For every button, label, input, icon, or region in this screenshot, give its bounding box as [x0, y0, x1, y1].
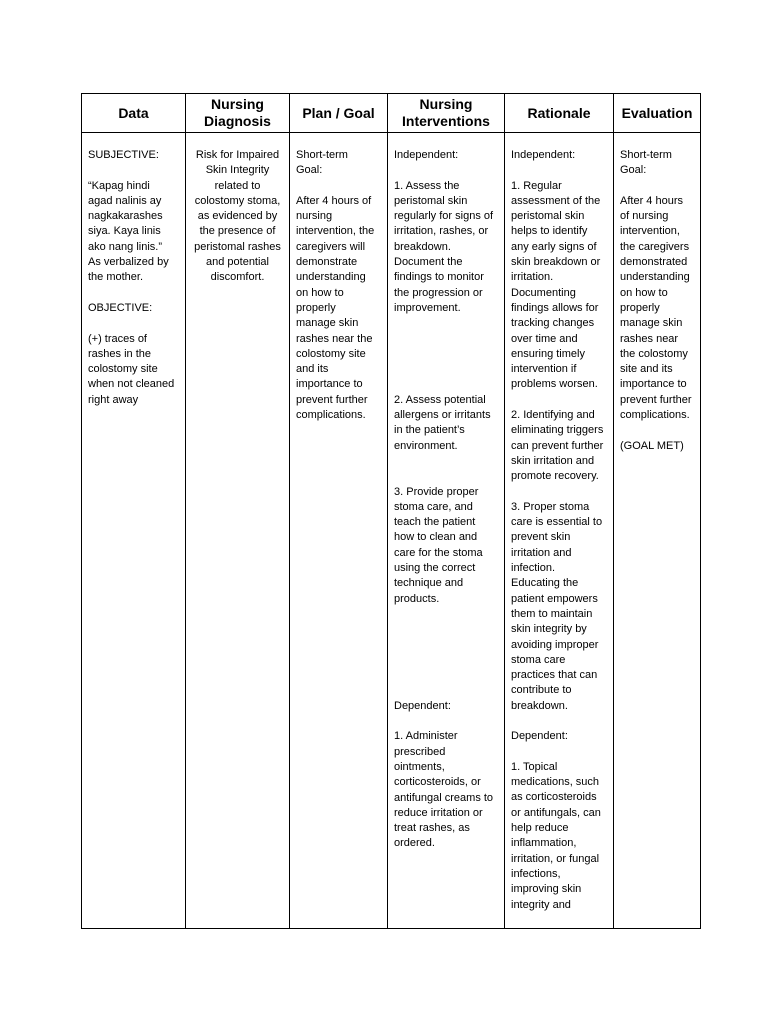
cell-nursing-diagnosis: [186, 133, 290, 929]
subjective-label: SUBJECTIVE:: [88, 149, 159, 161]
intervention-3: 3. Provide proper stoma care, and teach the patient how to clean and care for the stoma using the correct technique and products.: [394, 485, 483, 605]
cell-nursing-interventions: [388, 133, 505, 929]
evaluation-label: Short-term Goal:: [620, 149, 672, 177]
objective-label: OBJECTIVE:: [88, 301, 153, 314]
objective-text: (+) traces of rashes in the colostomy site when not cleaned right away: [88, 332, 175, 406]
rationale-2: 2. Identifying and eliminating triggers can prevent further skin irritation and promote recovery.: [511, 409, 604, 483]
table-row: [82, 133, 701, 929]
evaluation-text: After 4 hours of nursing intervention, the caregivers demonstrated understanding on how to properly manage skin rashes near the colostomy site and its importance to prevent further complications.: [620, 194, 692, 422]
rationale-3: 3. Proper stoma care is essential to prevent skin irritation and infection. Educating the patient empowers them to maintain skin integrity by avoiding improper stoma care practices that can contribute to breakdown.: [511, 500, 603, 712]
plan-text: After 4 hours of nursing intervention, the caregivers will demonstrate understanding on how to properly manage skin rashes near the colostomy site and its importance to prevent further complications.: [296, 194, 375, 422]
cell-plan-goal: [290, 133, 388, 929]
interventions-dependent-label: Dependent:: [394, 699, 451, 712]
header-plan-goal: Plan / Goal: [290, 94, 388, 133]
intervention-2: 2. Assess potential allergens or irritants in the patient’s environment.: [394, 393, 491, 452]
rationale-dependent-1: 1. Topical medications, such as corticosteroids or antifungals, can help reduce inflammation, irritation, or fungal infections, improving skin integrity and: [511, 760, 601, 911]
cell-rationale: [505, 133, 614, 929]
rationale-dependent-label: Dependent:: [511, 730, 568, 743]
table-header-row: [82, 94, 701, 133]
header-nursing-interventions: Nursing Interventions: [388, 94, 505, 133]
rationale-1: 1. Regular assessment of the peristomal skin helps to identify any early signs of skin breakdown or irritation. Documenting findings allows for tracking changes over time and ensuring timely intervention if problems worsen.: [511, 179, 601, 391]
header-data: Data: [82, 94, 186, 133]
cell-data: [82, 133, 186, 929]
plan-label: Short-term Goal:: [296, 149, 348, 177]
cell-evaluation: [614, 133, 701, 929]
interventions-independent-label: Independent:: [394, 149, 459, 161]
subjective-text: “Kapag hindi agad nalinis ay nagkakarashes siya. Kaya linis ako nang linis.” As verbalized by the mother.: [88, 179, 169, 284]
intervention-1: 1. Assess the peristomal skin regularly for signs of irritation, rashes, or breakdown. Document the findings to monitor the progression or improvement.: [394, 179, 494, 314]
intervention-dependent-1: 1. Administer prescribed ointments, corticosteroids, or antifungal creams to reduce irritation or treat rashes, as ordered.: [394, 730, 494, 850]
header-rationale: Rationale: [505, 94, 614, 133]
diagnosis-text: Risk for Impaired Skin Integrity related to colostomy stoma, as evidenced by the presence of peristomal rashes and potential discomfort.: [194, 149, 281, 284]
nursing-care-plan-table: [81, 93, 701, 929]
header-evaluation: Evaluation: [614, 94, 701, 133]
header-nursing-diagnosis: Nursing Diagnosis: [186, 94, 290, 133]
rationale-independent-label: Independent:: [511, 149, 576, 161]
evaluation-status: (GOAL MET): [620, 439, 684, 452]
